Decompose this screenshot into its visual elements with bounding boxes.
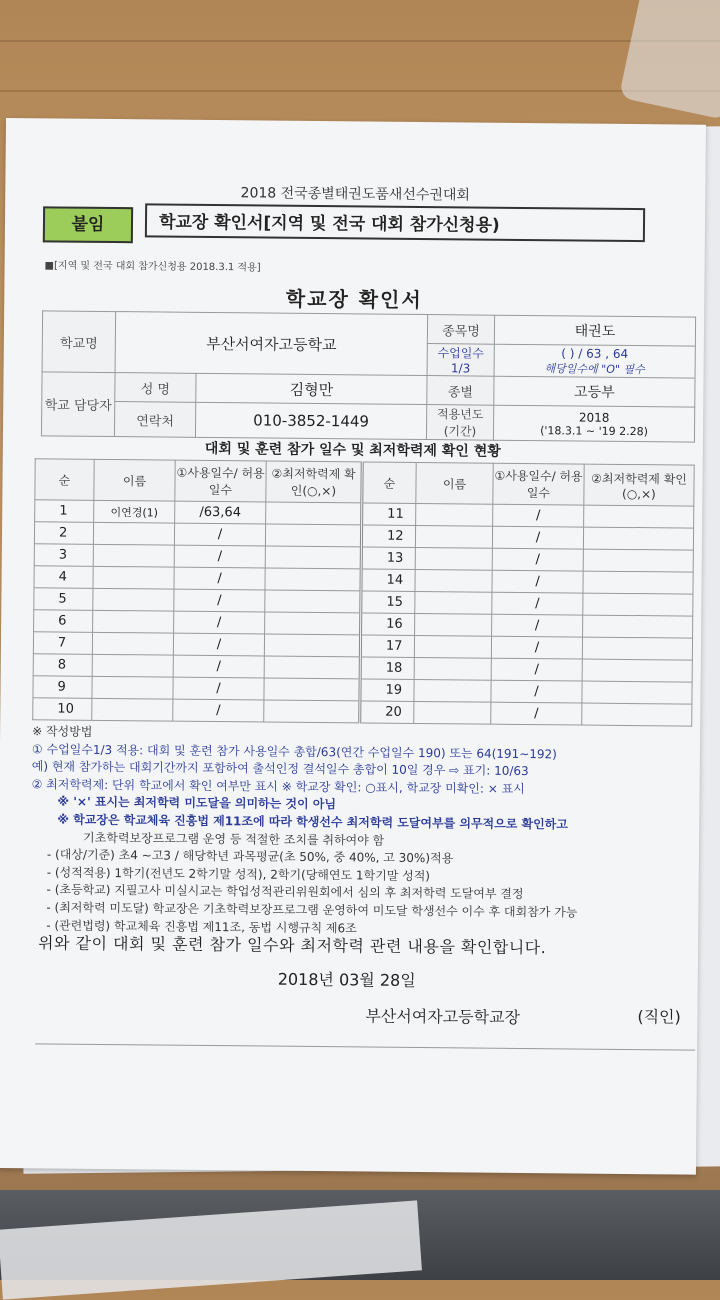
contact-value: 010-3852-1449 [195,402,426,439]
row-check [265,524,361,547]
days-value: ( ) / 63 , 64 [561,345,629,361]
header-days: ①사용일수/ 허용일수 [175,460,266,502]
row-days: / [492,614,583,637]
year-value: 2018 [578,410,610,425]
row-days: / [174,523,265,546]
row-check [582,659,692,682]
note-item: - (대상/기준) 초4 ~고3 / 해당학년 과목평균(초 50%, 중 40%, 고 30%)적용 [46,847,454,866]
row-days: / [174,567,265,590]
row-days: / [491,636,582,659]
wood-grain [0,90,720,92]
row-name [414,657,491,680]
row-no: 11 [362,503,416,526]
note-item: ② 최저학력제: 단위 학교에서 확인 여부만 표시 ※ 학교장 확인: ○표시, 학교장 미확인: × 표시 [31,777,525,796]
row-name [414,679,491,702]
row-name [415,525,492,548]
year-label: 적용년도 (기간) [426,405,493,441]
row-days: / [491,658,582,681]
note-item: 예) 현재 참가하는 대회기간까지 포함하여 출석인정 결석일수 총합이 10일 경우 ⇨ 표기: 10/63 [31,759,529,779]
division-value: 고등부 [494,376,695,407]
sport-label: 종목명 [427,315,494,345]
row-name [93,566,174,589]
row-days: / [173,699,264,722]
year-range: ('18.3.1 ~ '19 2.28) [540,423,648,438]
row-check [264,656,360,679]
name-value: 김형만 [196,373,427,404]
row-days: / [491,680,582,703]
row-check [264,634,360,657]
row-name [415,569,492,592]
row-days: / [492,548,583,571]
row-check [583,527,693,550]
row-check [583,571,693,594]
division-label: 종별 [427,376,494,406]
row-no: 20 [360,701,414,724]
document-title: 학교장 확인서 [285,286,423,313]
note-item: 기초학력보장프로그램 운영 등 적절한 조치를 취하여야 함 [83,830,385,848]
row-no: 12 [361,525,415,548]
section-title: 대회 및 훈련 참가 일수 및 최저학력제 확인 현황 [204,440,501,460]
row-name [416,503,493,526]
row-no: 9 [33,676,92,699]
note-item: - (초등학교) 지필고사 미실시교는 학업성적관리위원회에서 심의 후 최저학력 도달여부 결정 [46,882,524,902]
info-table [41,310,696,442]
row-check [583,615,693,638]
row-days: / [174,545,265,568]
staff-label: 학교 담당자 [41,372,115,437]
row-days: /63,64 [175,501,266,524]
row-no: 2 [34,522,93,545]
days-cell [494,344,695,378]
row-check [265,590,361,613]
document-banner: 학교장 확인서[지역 및 전국 대회 참가신청용) [145,203,645,242]
row-days: / [492,592,583,615]
row-name [93,588,174,611]
header-check: ②최저학력제 확인(○,×) [266,461,362,503]
name-label: 성 명 [115,373,196,403]
note-item: - (성적적용) 1학기(전년도 2학기말 성적), 2학기(당해연도 1학기말 성적) [46,865,431,883]
row-name [92,632,173,655]
row-check [584,505,694,528]
instructions [30,723,702,941]
row-name [415,547,492,570]
note-item: ※ '×' 표시는 최저학력 미도달을 의미하는 것이 아님 [57,794,337,812]
row-name [93,544,174,567]
row-check [583,593,693,616]
row-days: / [174,611,265,634]
school-label: 학교명 [42,311,116,373]
row-name [92,676,173,699]
row-no: 17 [360,635,414,658]
note-item: - (관련법령) 학교체육 진흥법 제11조, 동법 시행규칙 제6조 [46,917,357,935]
row-name [92,654,173,677]
official-seal-label: (직인) [637,1007,681,1027]
row-days: / [491,702,582,725]
row-no: 15 [361,591,415,614]
row-check [583,549,693,572]
row-check [266,502,362,525]
days-label: 수업일수 1/3 [427,344,494,377]
header-no: 순 [35,459,94,501]
participation-table [32,458,694,726]
document-date: 2018년 03월 28일 [277,969,416,990]
row-no: 7 [33,632,92,655]
notes-heading: ※ 작성방법 [32,724,93,739]
header-no: 순 [362,462,416,504]
row-days: / [174,589,265,612]
document-page [0,118,706,1175]
row-name [93,522,174,545]
row-name [415,613,492,636]
row-days: / [173,633,264,656]
school-value: 부산서여자고등학교 [115,312,428,376]
row-name: 이연경(1) [94,500,175,523]
row-name [414,635,491,658]
row-no: 4 [34,566,93,589]
row-check [265,612,361,635]
row-no: 18 [360,657,414,680]
row-name [92,698,173,721]
applicable-note: ■[지역 및 전국 대회 참가신청용 2018.3.1 적용] [44,260,261,274]
days-note: 해당일수에 "O" 필수 [544,361,645,376]
row-check [265,568,361,591]
attachment-tag: 붙임 [43,206,133,243]
sport-value: 태권도 [494,315,695,346]
bottom-divider [35,1043,695,1050]
row-no: 14 [361,569,415,592]
row-days: / [492,526,583,549]
wood-grain [0,40,720,42]
note-item: - (최저학력 미도달) 학교장은 기초학력보장프로그램 운영하여 미도달 학생선수 이수 후 대회참가 가능 [46,900,578,920]
row-no: 13 [361,547,415,570]
row-check [264,678,360,701]
contact-label: 연락처 [114,402,195,438]
row-days: / [492,570,583,593]
header-days: ①사용일수/ 허용일수 [493,463,584,505]
row-days: / [173,655,264,678]
row-check [582,637,692,660]
plastic-bag [619,0,720,120]
row-days: / [493,504,584,527]
row-no: 5 [34,588,93,611]
row-no: 16 [361,613,415,636]
row-name [93,610,174,633]
row-no: 1 [35,500,94,523]
row-no: 8 [33,654,92,677]
row-check [265,546,361,569]
row-no: 10 [33,698,92,721]
row-check [264,700,360,723]
row-name [414,701,491,724]
row-name [415,591,492,614]
header-check: ②최저학력제 확인(○,×) [584,464,694,506]
row-check [582,681,692,704]
note-item: ① 수업일수1/3 적용: 대회 및 훈련 참가 사용일수 총합/63(연간 수업일수 190) 또는 64(191~192) [31,741,557,761]
confirmation-statement: 위와 같이 대회 및 훈련 참가 일수와 최저학력 관련 내용을 확인합니다. [37,933,547,958]
row-days: / [173,677,264,700]
event-title: 2018 전국종별태권도품새선수권대회 [240,185,471,204]
row-no: 3 [34,544,93,567]
row-no: 6 [34,610,93,633]
note-item: ※ 학교장은 학교체육 진흥법 제11조에 따라 학생선수 최저학력 도달여부를 의무적으로 확인하고 [57,812,568,832]
header-name: 이름 [94,459,175,501]
row-check [582,703,692,726]
header-name: 이름 [416,462,493,504]
row-no: 19 [360,679,414,702]
principal-name: 부산서여자고등학교장 [365,1006,521,1027]
year-cell [493,405,694,442]
